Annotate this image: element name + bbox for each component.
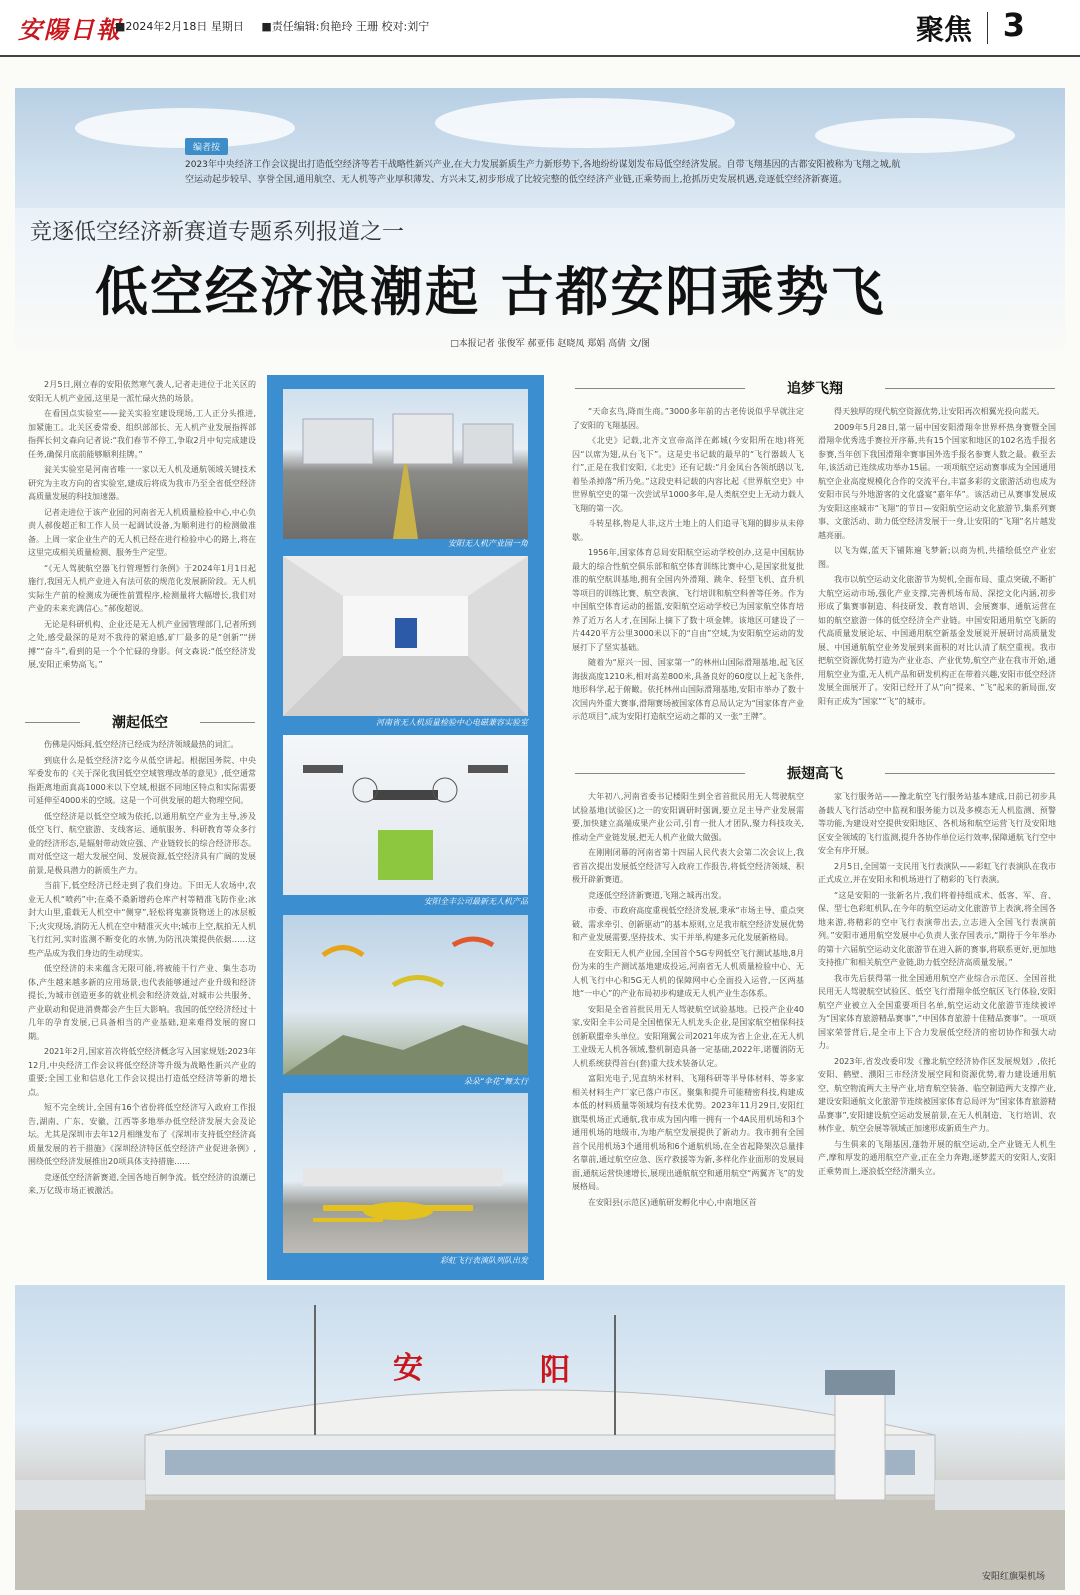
photo-strip — [267, 375, 544, 1280]
paragraph: 2009年5月28日,第一届中国安阳滑翔伞世界杯热身赛暨全国滑翔伞优秀选手赛拉开序幕,共有15个国家和地区的102名选手报名参赛,当年创下我国滑翔伞赛事国外选手报名参赛人数之最。截至去年,该活动已连续成功举办15届。一项项航空运动赛事成为全国通用航空企业高度规模化合作的交流平台,丰富多彩的文旅游活动也成为安阳市民与外地游客的文化盛宴“嘉年华”。该活动已从赛事发展成为安阳这座城市“飞翔”的节日—安阳航空运动文化旅游节,集系列赛事、文旅活动、助力低空经济发展于一身,让安阳的“飞翔”名片越发越亮丽。 — [818, 422, 1056, 540]
paragraph: 《北史》记载,北齐文宣帝高洋在邺城(今安阳所在地)将死囚“以席为翅,从台飞下”。这是史书记载的最早的“飞行器载人飞行”,正是在我们安阳,《北史》还有记载:“月金凤台各领纸鸱以飞,着坠杀掉落”所乃免。”这段史料记载的内容比起《世界航空史》中世界航空史的第一次尝试早1000多年,是人类航空史上无动力载人飞翔的第一次。 — [572, 436, 804, 513]
paragraph: 2021年2月,国家首次将低空经济概念写入国家规划;2023年12月,中央经济工作会议将低空经济等升级为战略性新兴产业的重要;全国工业和信息化工作会议提出打造低空经济等新的增长点。 — [28, 1047, 256, 1097]
paragraph: 2月5日,刚立春的安阳依然寒气袭人,记者走进位于北关区的安阳无人机产业园,这里是一派忙碌火热的场景。 — [28, 380, 256, 403]
byline: □本报记者 张俊军 郝亚伟 赵晓凤 郑娟 高倩 文/图 — [450, 339, 650, 349]
column-2 — [572, 405, 804, 755]
paragraph: 在看国点实验室——瓮关实验室建设现场,工人正分头推进,加紧施工。北关区委常委、组织部部长、无人机产业发展指挥部指挥长何文森向记者说:“我们春节不停工,争取2月中旬完成建设任务,确保月底前能够顺利挂牌。” — [28, 409, 256, 459]
paragraph: 到底什么是低空经济?迄今从低空讲起。根据国务院、中央军委发布的《关于深化我国低空空域管理改革的意见》,低空通常指距离地面真高1000米以下空域,根据不同地区特点和实际需要可延伸至4000米的空域。这是一个可供发展的超大物理空间。 — [28, 755, 256, 805]
paragraph: 家飞行服务站——豫北航空飞行服务站基本建成,日前已初步具备载人飞行活动空中监视和服务能力以及多模态无人机监测、预警等功能,为建设对空提供安阳地区、各机场和航空运营飞行及安阳地区安全领域的飞行监测,提升各协作单位运行效率,保障通航飞行空中安全有序开展。 — [818, 792, 1056, 855]
editor-note — [185, 135, 905, 188]
paragraph: 低空经济是以低空空域为依托,以通用航空产业为主导,涉及低空飞行、航空旅游、支线客运、通航服务、科研教育等众多行业的经济形态,是辐射带动效应强、产业链较长的综合经济形态。而对低空这一超大发展空间、发展资源,低空经济具有广阔的发展前景,是极具潜力的新质生产力。 — [28, 811, 256, 875]
paragraph: “这是安阳的一张新名片,我们将着持组成术、低客、军、音、保、型七色彩虹机队,在今年的航空运动文化旅游节上表演,将全国各地来游,将精彩的空中飞行表演带出去,立志进入全国飞行表演前列。”安阳市通用航空发展中心负责人张存国表示,“期待于今年举办的第十六届航空运动文化旅游节在进入新的赛事,将联系更好,更加地支持推广和相关航空产业链,助力低空经济高质量发展。” — [818, 890, 1056, 967]
subhead-zhenchi: 振翅高飞 — [575, 763, 1055, 783]
issue-meta — [115, 18, 443, 34]
paragraph: 竞逐低空经济新赛道,飞翔之城再出发。 — [588, 890, 727, 900]
paragraph: 大年初八,河南省委书记楼阳生到全省首批民用无人驾驶航空试验基地(试验区)之一的安阳调研时强调,要立足主导产业发展需要,加快建立高端成果产业公司,引育一批人才团队,聚力科技攻关,推动全产业链发展,把无人机产业做大做强。 — [572, 792, 804, 842]
paragraph: 安阳是全省首批民用无人驾驶航空试验基地。已投产企业40家,安阳全丰公司是全国植保无人机龙头企业,是国家航空植保科技创新联盟牵头单位。安阳翔翼公司2021年成为省上企业,在无人机工业级无人机各领域,整机制造具备一定基础,2022年,诺覆消防无人机系统获得首台(套)重大技术装备认定。 — [572, 1004, 804, 1068]
paragraph: “《无人驾驶航空器飞行管理暂行条例》于2024年1月1日起施行,我国无人机产业进入有法可依的规范化发展新阶段。无人机实际生产前的检测成为硬性前置程序,检测量将大幅增长,我们对产业的未来充满信心。”郝俊超说。 — [28, 563, 256, 613]
paragraph: 瓮关实验室是河南省唯一一家以无人机及通航领域关键技术研究为主攻方向的省实验室,建成后将成为我市乃至全省低空经济高质量发展的科技加速器。 — [28, 465, 256, 501]
paragraph: 得天独厚的现代航空资源优势,让安阳再次相翼光投向蓝天。 — [834, 407, 1045, 416]
photo-caption: 彩虹飞行表演队列队出发 — [440, 1256, 528, 1265]
paragraph: 斗转星移,物是人非,这片土地上的人们追寻飞翔的脚步从未停歇。 — [572, 519, 804, 542]
paragraph: 在刚刚闭幕的河南省第十四届人民代表大会第二次会议上,我省首次提出发展低空经济写入政府工作报告,将低空经济领域、积极开辟新赛道。 — [572, 848, 804, 884]
masthead — [0, 0, 1080, 57]
paragraph: 我市以航空运动文化旅游节为契机,全面布局、重点突破,不断扩大航空运动市场,强化产业支撑,完善机场布局、深挖文化内涵,初步形成了集赛事制造、科技研发、教育培训、会展赛事、通航运营在如的航空旅游一体的低空经济全产业链。中国安阳通用航空飞新的代高质量发展论坛、中国通用航空新基金发展说开展研讨高质量发展、中国通航航空业务发展到来面积的对比认清了航空重视。我市把航空资源优势打造为产业业态、产业优势,航空产业在我市开始,通用航空业为重,无人机产品和研发机构正在带着兴趣,安阳市低空经济发展全面展开了。安阳已经开了从“向”提来、“飞”起来的新局面,安阳有正成为“国家”“飞”的城市。 — [818, 575, 1056, 706]
paragraph: 我市先后获得第一批全国通用航空产业综合示范区、全国首批民用无人驾驶航空试验区、低空飞行滑翔伞低空航区飞行体验,安阳航空产业被立入全国重要项目名单,航空运动文化旅游节连续被评为“国家体育旅游精品赛事”,“中国体育旅游十佳精品赛事”。一项项国家荣誉背后,是全市上下合力发展低空经济的密切协作和强大动力。 — [818, 973, 1056, 1050]
paragraph: 竞逐低空经济新赛道,全国各地百舸争流。低空经济的浪潮已来,万亿级市场正被激活。 — [28, 1172, 256, 1195]
agri-drone-illustration — [283, 735, 528, 895]
paragraph: 2023年,省发改委印发《豫北航空经济协作区发展规划》,依托安阳、鹤壁、濮阳三市经济发展空间和资源优势,着力建设通用航空、航空物流两大主导产业,培育航空装备、临空制造两大支撑产业,建设安阳通航文化旅游节连续被国家体育总局评为“国家体育旅游精品赛事”,安阳建设航空运动发展前景,在无人机制造、飞行培训、农林作业、航空会展等领域正加速形成新质生产力。 — [818, 1056, 1056, 1133]
photo-agri-drone — [283, 735, 528, 895]
photo-caption: 安阳红旗渠机场 — [981, 1572, 1045, 1582]
aircraft-illustration — [283, 1093, 528, 1253]
page-number: 3 — [1002, 6, 1025, 44]
airport-sign-left: 安 — [393, 1351, 423, 1386]
editor-note-tag: 编者按 — [185, 138, 228, 155]
column-1-bottom — [28, 738, 256, 1280]
paragraph: 富阳光电子,见直纳米材料、飞翔科研等半导体材料、等多家相关材料生产厂家已落户市区。聚集和提升可能精密科技,构建成本低的材料质量等领域均有技术优势。2023年11月29日,安阳红旗渠机场正式通航,我市成为国内唯一拥有一个4A民用机场和3个通用机场的地级市,为地产航空发展提供了新动力。我市拥有全国首个民用机场3个通用机场和6个通航机场,在全省起降架次总量排名靠前,通过航空应急、医疗救援等为新,多样化作业面形的发展局面,通航运营快速增长,展现出通航航空和通用航空“两翼齐飞”的发展格局。 — [572, 1074, 804, 1191]
paragraph: 低空经济的未来蕴含无限可能,将被能干行产业、集生态功体,产生越来越多新的应用场景,也代表能够通过产业升级和经济提长,为城市创造更多的就业机会和经济效益,对城市公共服务、产业联动和促进消费都会产生巨大影响。我国的低空经济经过十几年的孕育发展,已具备相当的产业基础,迎来难得发展的窗口期。 — [28, 964, 256, 1041]
paragraph: 伤佛是闪烁间,低空经济已经成为经济领域最热的词汇。 — [44, 740, 239, 749]
series-title: 竞逐低空经济新赛道专题系列报道之一 — [30, 220, 405, 245]
section-divider — [987, 12, 988, 44]
subhead-chaoqi: 潮起低空 — [25, 712, 255, 732]
photo-caption: 河南省无人机质量检验中心电磁兼容实验室 — [376, 718, 528, 727]
paragraph: 随着为“原兴一园、国家第一”的林州山国际滑翔基地,起飞区海拔高度1210米,相对高差800米,具备良好的60度以上起飞条件,地形科学,起于俯瞰。依托林州山国际滑翔基地,安阳市举办了数十次国内外重大赛事,滑翔赛场被国家体育总局认定为“国家体育产业示范项目”,成为安阳打造航空运动之都的又一张“王牌”。 — [572, 658, 804, 721]
paragraph: “天命玄鸟,降而生商。”3000多年前的古老传说似乎早就注定了安阳的飞翔基因。 — [572, 407, 804, 430]
paragraph: 1956年,国家体育总局安阳航空运动学校创办,这是中国航协最大的综合性航空俱乐部和航空体育训练比赛中心,是国家批复批准的航空航训基地,拥有全国内外滑翔、跳伞、轻型飞机、直升机等项目的训练比赛、航空表演、飞行培训和航空科普等任务。作为中国航空体育运动的摇篮,安阳航空运动学校已为国家航空体育培养了近万名人才,在国际上摘下了数十项金牌。该地区可建设了一片4420平方公里3000米以下的“自由”空域,为安阳航空运动的发展打下了坚实基础。 — [572, 548, 804, 652]
photo-rainbow-team — [283, 1093, 528, 1253]
paragraph: 当前下,低空经济已经走到了我们身边。下田无人农场中,农业无人机“喷药”中;在桑不桑新增药仓库产村等精准飞防作业;冰封大山里,重载无人机空中“侧穿”,轻松将鬼寨货物送上的冰层板下;火灾现场,消防无人机在空中精准灭火中;城市上空,航拍无人机飞行红河,实时监测不断变化的水情,为防汛决策提供依据……这些产品成为我们身边的生动现实。 — [28, 881, 256, 958]
column-3 — [818, 405, 1056, 755]
photo-emc-lab — [283, 556, 528, 716]
drone-park-illustration — [283, 389, 528, 539]
column-4 — [572, 790, 804, 1280]
paragraph: 与生俱来的飞翔基因,蓬勃开展的航空运动,全产业链无人机生产,摩和厚发的通用航空产业,正在全力奔跑,逐梦蓝天的安阳人,安阳正乘势而上,逐浪低空经济潮头立。 — [818, 1139, 1056, 1176]
photo-drone-park — [283, 389, 528, 539]
photo-caption: 朵朵“伞花”舞太行 — [463, 1077, 528, 1086]
airport-photo — [15, 1285, 1065, 1590]
airport-illustration — [15, 1285, 1065, 1590]
paragraph: 市委、市政府高度重视低空经济发展,秉承“市场主导、重点突破、需求牵引、创新驱动”的基本原则,立足我市航空经济发展优势和产业发展需要,坚持技术、实干并举,构建多元化发展新格局。 — [572, 906, 804, 942]
subhead-zhuimeng: 追梦飞翔 — [575, 378, 1055, 398]
photo-caption: 安阳全丰公司最新无人机产品 — [424, 897, 528, 906]
paragraph: 在安阳县(示范区)通航研发孵化中心,中南地区首 — [588, 1197, 757, 1207]
paragliding-illustration — [283, 915, 528, 1075]
photo-caption: 安阳无人机产业园一角 — [448, 539, 528, 548]
column-1-top — [28, 378, 256, 700]
headline: 低空经济浪潮起 古都安阳乘势飞 — [95, 261, 886, 323]
paragraph: 以飞为媒,蓝天下铺陈遍飞梦新;以商为机,共描绘低空产业宏图。 — [818, 546, 1056, 569]
paragraph: 短不完全统计,全国有16个省份将低空经济写入政府工作报告,湖南、广东、安徽、江西等多地举办低空经济发展大会及论坛。尤其是深圳市去年12月相继发布了《深圳市支持低空经济高质量发展的若干措施》《深圳经济特区低空经济产业促进条例》,围绕低空经济发展推出20项具体支持措施…… — [28, 1103, 256, 1166]
issue-date: ■2024年2月18日 星期日 — [115, 20, 244, 33]
paragraph: 在安阳无人机产业园,全国首个5G专网低空飞行测试基地,8月份为来的生产测试基地建成投运,河南省无人机质量检验中心、无人机飞行中心和5G无人机的保障网中心全面投入运营,一区两基地“一中心”的产业布局初步构建成无人机产业生态体系。 — [572, 948, 804, 998]
paragraph: 无论是科研机构、企业还是无人机产业园管理部门,记者所到之处,感受最深的是对不我待的紧迫感,矿厂最多的是“创新”“拼搏”“奋斗”,看到的是一个个忙碌的身影。何文森说:“低空经济发展,安阳正乘势高飞。” — [28, 619, 256, 669]
section-title: 聚焦 — [915, 13, 972, 46]
paragraph: 2月5日,全国第一支民用飞行表演队——彩虹飞行表演队在我市正式成立,并在安阳永和机场进行了精彩的飞行表演。 — [818, 861, 1056, 884]
photo-paragliding — [283, 915, 528, 1075]
editor-credits: ■责任编辑:贠艳玲 王珊 校对:刘宁 — [261, 20, 430, 33]
column-5 — [818, 790, 1056, 1280]
paragraph: 记者走进位于该产业园的河南省无人机质量检验中心,中心负责人郝俊超正和工作人员一起调试设备,为顺利进行的检测做准备。上周一家企业生产的无人机已经在进行检验中心的路上,将在这里完成相关质量检测、服务生产定型。 — [28, 507, 256, 557]
editor-note-text: 2023年中央经济工作会议提出打造低空经济等若干战略性新兴产业,在大力发展新质生产力新形势下,各地纷纷谋划发布局低空经济发展。自带飞翔基因的古都安阳被称为飞翔之城,航空运动起步较早、享誉全国,通用航空、无人机等产业厚积薄发、方兴未艾,初步形成了比较完整的低空经济产业链,正乘势而上,抢抓历史发展机遇,竞逐低空经济新赛道。 — [185, 160, 901, 185]
airport-sign-right: 阳 — [540, 1353, 570, 1388]
newspaper-logo: 安陽日報 — [18, 15, 122, 44]
emc-lab-illustration — [283, 556, 528, 716]
